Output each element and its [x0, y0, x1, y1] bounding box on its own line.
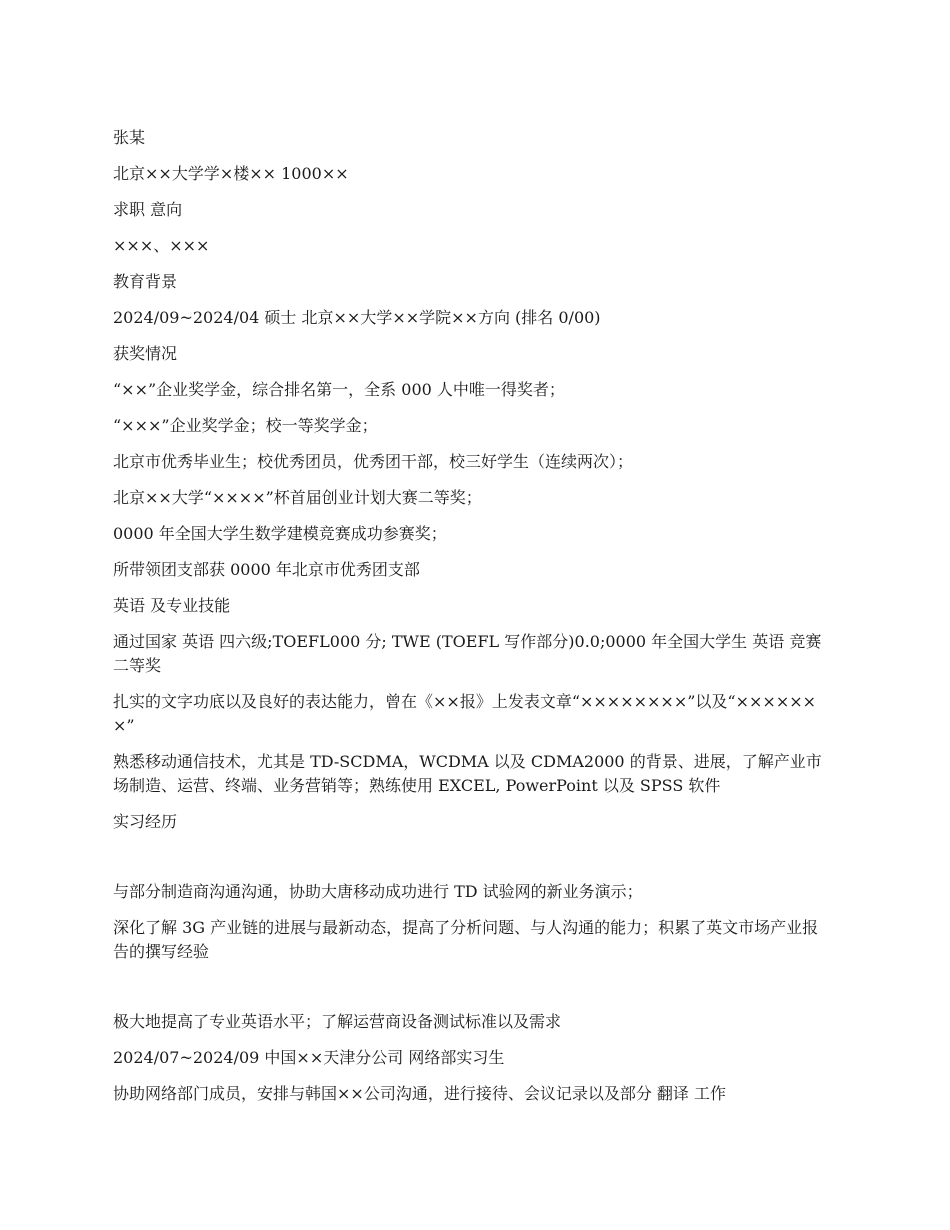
internship-heading: 实习经历 — [113, 812, 178, 831]
skill-item: 扎实的文字功底以及良好的表达能力，曾在《××报》上发表文章“××××××××”以及“×××××××” — [113, 692, 817, 735]
awards-heading: 获奖情况 — [113, 344, 178, 363]
award-item: “××”企业奖学金，综合排名第一，全系 000 人中唯一得奖者； — [113, 380, 565, 399]
resume-name: 张某 — [113, 128, 146, 147]
resume-address: 北京××大学学×楼×× 1000×× — [113, 164, 349, 183]
internship-item: 深化了解 3G 产业链的进展与最新动态，提高了分析问题、与人沟通的能力；积累了英文市场产业报告的撰写经验 — [113, 918, 819, 961]
blank-gap — [113, 846, 833, 880]
award-item: 所带领团支部获 0000 年北京市优秀团支部 — [113, 560, 420, 579]
objective-value: ×××、××× — [113, 236, 210, 255]
internship-item: 极大地提高了专业英语水平；了解运营商设备测试标准以及需求 — [113, 1012, 562, 1031]
objective-heading: 求职 意向 — [113, 200, 183, 219]
internship-item: 协助网络部门成员，安排与韩国××公司沟通，进行接待、会议记录以及部分 翻译 工作 — [113, 1084, 726, 1103]
blank-gap — [113, 976, 833, 1010]
skill-item: 通过国家 英语 四六级;TOEFL000 分; TWE (TOEFL 写作部分)0.0;0000 年全国大学生 英语 竞赛二等奖 — [113, 632, 822, 675]
award-item: “×××”企业奖学金；校一等奖学金； — [113, 416, 378, 435]
education-heading: 教育背景 — [113, 272, 178, 291]
award-item: 北京市优秀毕业生；校优秀团员，优秀团干部，校三好学生（连续两次）； — [113, 452, 634, 471]
education-entry: 2024/09~2024/04 硕士 北京××大学××学院××方向 (排名 0/00) — [113, 308, 601, 327]
resume-page — [113, 126, 833, 1118]
award-item: 北京××大学“××××”杯首届创业计划大赛二等奖； — [113, 488, 482, 507]
award-item: 0000 年全国大学生数学建模竞赛成功参赛奖； — [113, 524, 447, 543]
internship-period: 2024/07~2024/09 中国××天津分公司 网络部实习生 — [113, 1048, 505, 1067]
internship-item: 与部分制造商沟通沟通，协助大唐移动成功进行 TD 试验网的新业务演示； — [113, 882, 643, 901]
skill-item: 熟悉移动通信技术，尤其是 TD-SCDMA，WCDMA 以及 CDMA2000 的背景、进展，了解产业市场制造、运营、终端、业务营销等；熟练使用 EXCEL, PowerPoint 以及 SPSS 软件 — [113, 752, 822, 795]
skills-heading: 英语 及专业技能 — [113, 596, 231, 615]
